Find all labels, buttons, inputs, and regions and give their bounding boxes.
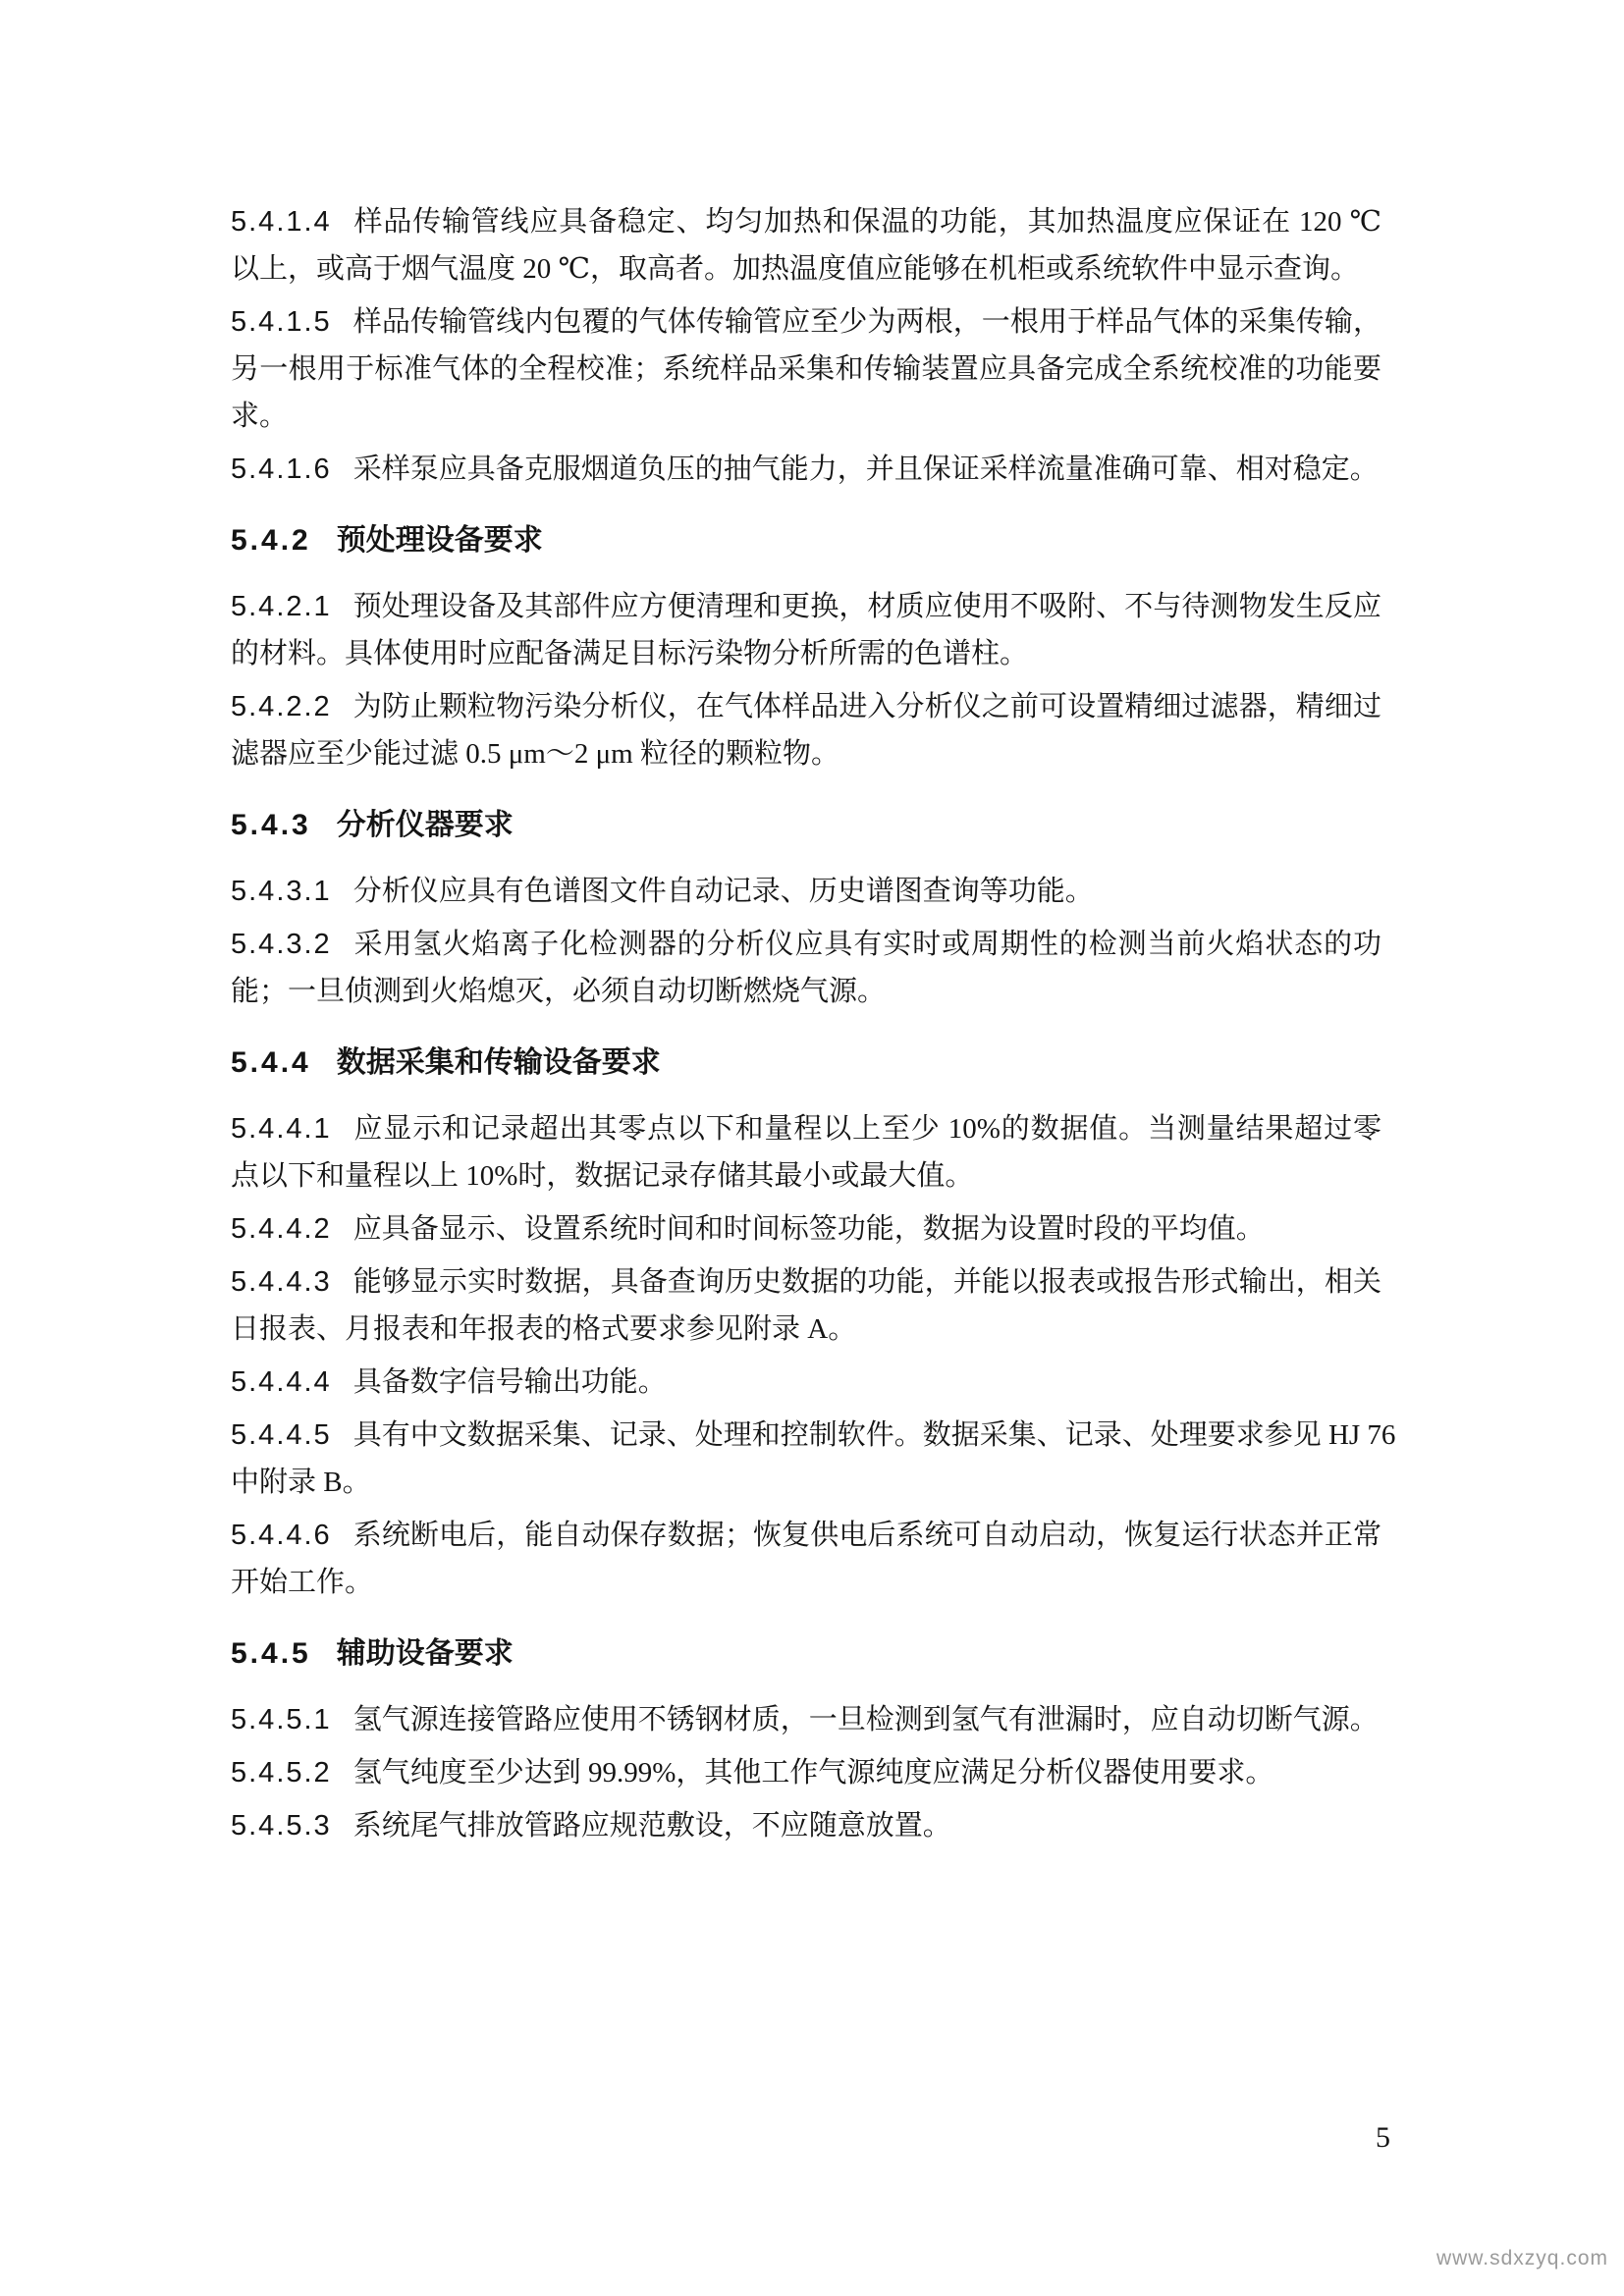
paragraph-5.4.1.4 [231,198,1381,293]
text-line: 开始工作。 [231,1567,374,1598]
paragraph-5.4.1.6 [231,446,1381,493]
clause-number: 5.4.5.3 [231,1810,332,1842]
text-line: 5.4.3.2 采用氢火焰离子化检测器的分析仪应具有实时或周期性的检测当前火焰状态的功 [231,929,1381,960]
text-line: 的材料。具体使用时应配备满足目标污染物分析所需的色谱柱。 [231,638,1029,669]
text-line: 点以下和量程以上 10%时，数据记录存储其最小或最大值。 [231,1160,974,1192]
text-line: 5.4.5.2 氢气纯度至少达到 99.99%，其他工作气源纯度应满足分析仪器使用要求。 [231,1757,1274,1789]
clause-number: 5.4.4.5 [231,1419,332,1451]
paragraph-5.4.4.2 [231,1205,1381,1253]
clause-number: 5.4.4.3 [231,1266,332,1298]
clause-number: 5.4.1.6 [231,454,332,485]
text-line: 5.4.4.6 系统断电后，能自动保存数据；恢复供电后系统可自动启动，恢复运行状态并正常 [231,1520,1381,1551]
text-line: 5.4.4.2 应具备显示、设置系统时间和时间标签功能，数据为设置时段的平均值。 [231,1213,1265,1245]
page-number: 5 [1376,2121,1390,2154]
clause-number: 5.4.1.5 [231,306,332,338]
clause-number: 5.4.5.1 [231,1704,332,1735]
section-heading-5.4.2 [231,516,1381,565]
text-line: 5.4.5.1 氢气源连接管路应使用不锈钢材质，一旦检测到氢气有泄漏时，应自动切断气源。 [231,1704,1379,1735]
clause-number: 5.4.3 [231,809,311,841]
text-line: 求。 [231,400,289,432]
paragraph-5.4.4.4 [231,1359,1381,1406]
clause-number: 5.4.4.4 [231,1366,332,1398]
text-line: 5.4.1.4 样品传输管线应具备稳定、均匀加热和保温的功能，其加热温度应保证在 120 ℃ [231,206,1381,238]
section-heading-5.4.4 [231,1039,1381,1088]
section-heading-5.4.3 [231,801,1381,850]
section-heading-5.4.5 [231,1629,1381,1679]
text-line: 5.4.4.1 应显示和记录超出其零点以下和量程以上至少 10%的数据值。当测量结果超过零 [231,1113,1381,1145]
text-line: 5.4.3.1 分析仪应具有色谱图文件自动记录、历史谱图查询等功能。 [231,876,1094,907]
clause-number: 5.4.4 [231,1046,311,1079]
clause-number: 5.4.3.1 [231,876,332,907]
paragraph-5.4.2.2 [231,683,1381,777]
text-line: 中附录 B。 [231,1467,371,1498]
clause-number: 5.4.3.2 [231,929,332,960]
text-line: 滤器应至少能过滤 0.5 μm～2 μm 粒径的颗粒物。 [231,738,839,770]
paragraph-5.4.4.3 [231,1258,1381,1353]
text-line: 5.4.2 预处理设备要求 [231,524,543,557]
text-line: 5.4.4 数据采集和传输设备要求 [231,1046,661,1079]
text-line: 5.4.4.4 具备数字信号输出功能。 [231,1366,667,1398]
paragraph-5.4.4.5 [231,1412,1396,1506]
clause-number: 5.4.4.1 [231,1113,332,1145]
paragraph-5.4.5.2 [231,1749,1381,1796]
text-line: 5.4.1.6 采样泵应具备克服烟道负压的抽气能力，并且保证采样流量准确可靠、相对稳定。 [231,454,1379,485]
clause-number: 5.4.4.2 [231,1213,332,1245]
clause-number: 5.4.2.2 [231,691,332,722]
text-line: 5.4.5 辅助设备要求 [231,1637,514,1670]
paragraph-5.4.4.6 [231,1512,1381,1606]
paragraph-5.4.2.1 [231,583,1381,677]
clause-number: 5.4.5 [231,1637,311,1670]
text-line: 另一根用于标准气体的全程校准；系统样品采集和传输装置应具备完成全系统校准的功能要 [231,353,1381,385]
text-line: 以上，或高于烟气温度 20 ℃，取高者。加热温度值应能够在机柜或系统软件中显示查询。 [231,253,1359,285]
text-line: 5.4.4.3 能够显示实时数据，具备查询历史数据的功能，并能以报表或报告形式输出，相关 [231,1266,1381,1298]
paragraph-5.4.4.1 [231,1105,1381,1200]
watermark: www.sdxzyq.com [1435,2247,1608,2269]
paragraph-5.4.3.1 [231,868,1381,915]
paragraph-5.4.1.5 [231,298,1381,440]
text-line: 5.4.3 分析仪器要求 [231,809,514,841]
text-line: 5.4.5.3 系统尾气排放管路应规范敷设，不应随意放置。 [231,1810,951,1842]
text-line: 5.4.2.1 预处理设备及其部件应方便清理和更换，材质应使用不吸附、不与待测物发生反应 [231,591,1381,622]
text-line: 日报表、月报表和年报表的格式要求参见附录 A。 [231,1313,857,1345]
paragraph-5.4.3.2 [231,921,1381,1015]
text-line: 5.4.1.5 样品传输管线内包覆的气体传输管应至少为两根，一根用于样品气体的采集传输， [231,306,1381,338]
clause-number: 5.4.2 [231,524,311,557]
text-line: 5.4.4.5 具有中文数据采集、记录、处理和控制软件。数据采集、记录、处理要求参见 HJ 76 [231,1419,1396,1451]
clause-number: 5.4.1.4 [231,206,332,238]
clause-number: 5.4.4.6 [231,1520,332,1551]
paragraph-5.4.5.3 [231,1802,1381,1849]
clause-number: 5.4.2.1 [231,591,332,622]
clause-number: 5.4.5.2 [231,1757,332,1789]
document-body [231,198,1396,1855]
text-line: 能；一旦侦测到火焰熄灭，必须自动切断燃烧气源。 [231,976,887,1007]
text-line: 5.4.2.2 为防止颗粒物污染分析仪，在气体样品进入分析仪之前可设置精细过滤器，精细过 [231,691,1381,722]
paragraph-5.4.5.1 [231,1696,1381,1743]
